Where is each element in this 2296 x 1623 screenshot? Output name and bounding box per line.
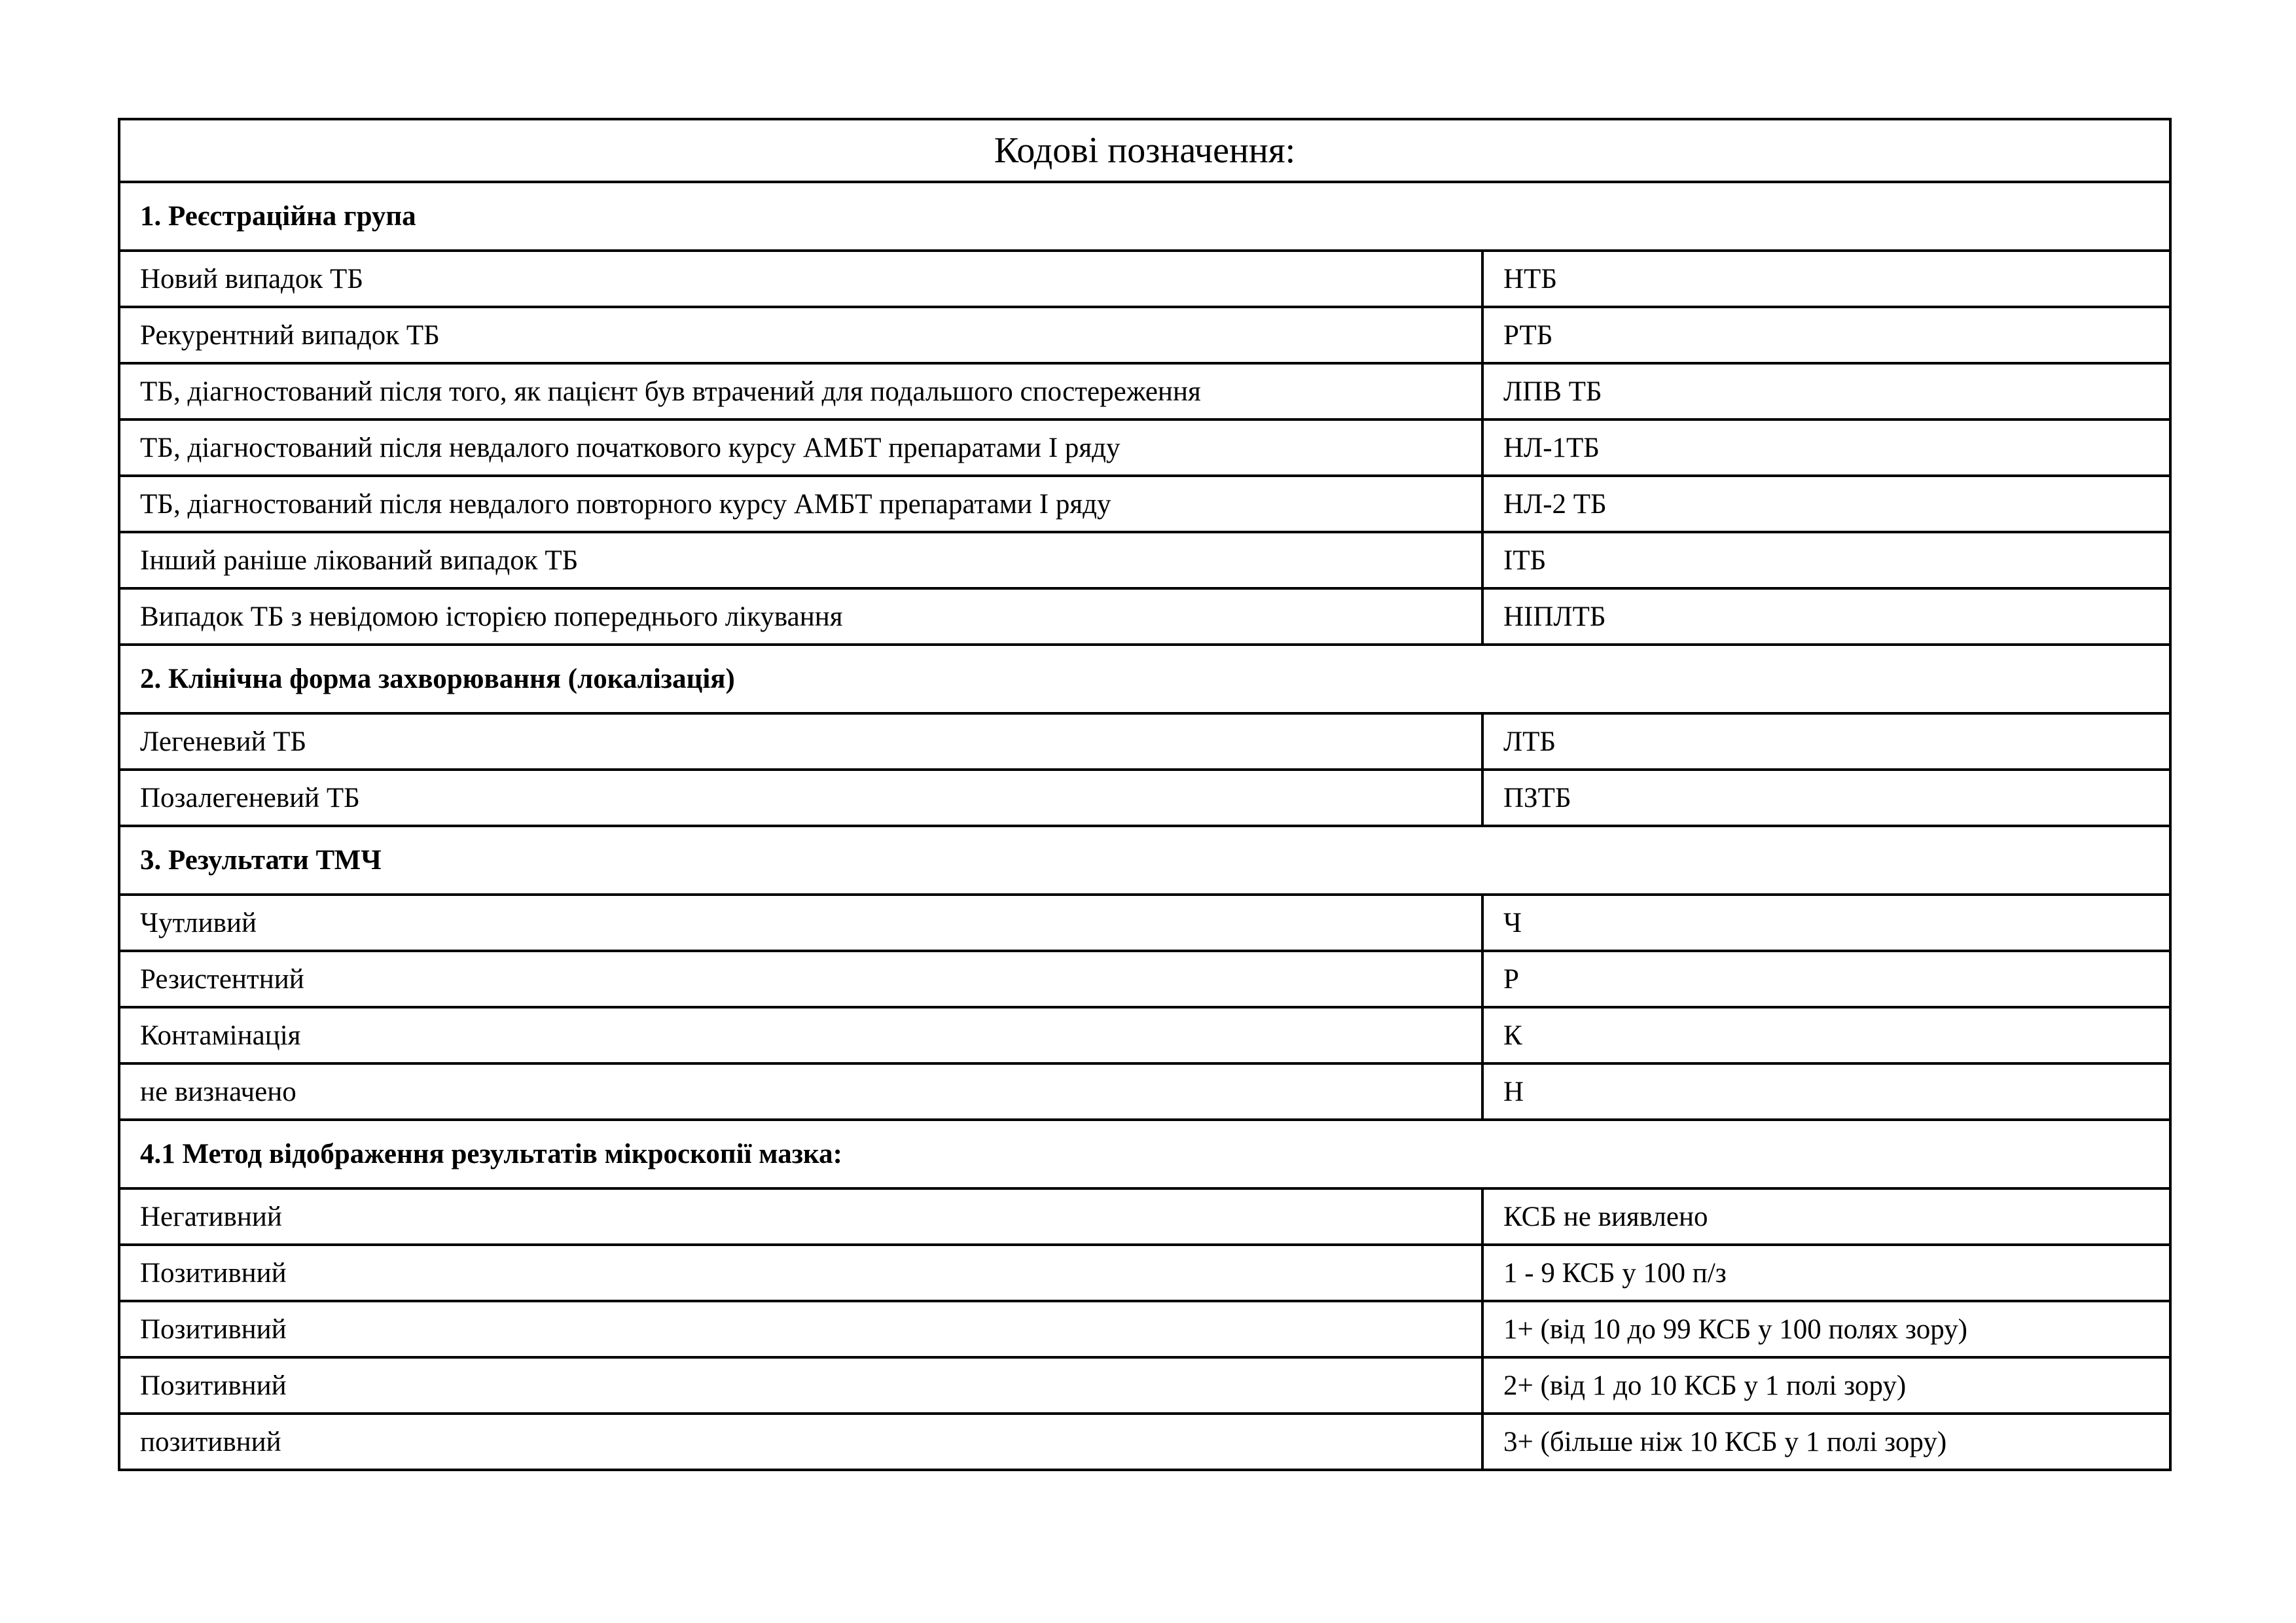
table-row	[119, 770, 2170, 826]
row-code: Н	[1482, 1063, 2170, 1120]
row-code: КСБ не виявлено	[1482, 1188, 2170, 1245]
row-code: Р	[1482, 951, 2170, 1007]
row-label: позитивний	[119, 1414, 1482, 1470]
row-code: ПЗТБ	[1482, 770, 2170, 826]
row-label: Позитивний	[119, 1245, 1482, 1301]
row-label: Позитивний	[119, 1357, 1482, 1414]
section-heading-row	[119, 826, 2170, 895]
table-row	[119, 419, 2170, 476]
section-heading-dst-results: 3. Результати ТМЧ	[119, 826, 2170, 895]
row-code: ЛПВ ТБ	[1482, 363, 2170, 419]
section-heading-clinical-form: 2. Клінічна форма захворювання (локалізація)	[119, 645, 2170, 713]
table-row	[119, 251, 2170, 307]
row-label: Резистентний	[119, 951, 1482, 1007]
row-code: НІПЛТБ	[1482, 588, 2170, 645]
table-title-row	[119, 119, 2170, 182]
row-label: не визначено	[119, 1063, 1482, 1120]
row-label: Новий випадок ТБ	[119, 251, 1482, 307]
row-code: РТБ	[1482, 307, 2170, 363]
row-code: 2+ (від 1 до 10 КСБ у 1 полі зору)	[1482, 1357, 2170, 1414]
row-code: ІТБ	[1482, 532, 2170, 588]
section-heading-row	[119, 182, 2170, 251]
table-row	[119, 476, 2170, 532]
row-code: НЛ-1ТБ	[1482, 419, 2170, 476]
table-row	[119, 588, 2170, 645]
table-row	[119, 1188, 2170, 1245]
row-label: Випадок ТБ з невідомою історією попереднього лікування	[119, 588, 1482, 645]
table-row	[119, 1063, 2170, 1120]
row-label: Легеневий ТБ	[119, 713, 1482, 770]
table-row	[119, 307, 2170, 363]
row-label: Рекурентний випадок ТБ	[119, 307, 1482, 363]
table-row	[119, 1357, 2170, 1414]
row-label: ТБ, діагностований після того, як пацієнт був втрачений для подальшого спостереження	[119, 363, 1482, 419]
section-heading-smear-microscopy: 4.1 Метод відображення результатів мікроскопії мазка:	[119, 1120, 2170, 1188]
table-row	[119, 713, 2170, 770]
codes-table	[118, 118, 2172, 1471]
row-code: 1+ (від 10 до 99 КСБ у 100 полях зору)	[1482, 1301, 2170, 1357]
row-label: Негативний	[119, 1188, 1482, 1245]
row-label: ТБ, діагностований після невдалого повторного курсу АМБТ препаратами I ряду	[119, 476, 1482, 532]
table-row	[119, 1414, 2170, 1470]
table-row	[119, 1007, 2170, 1063]
section-heading-row	[119, 1120, 2170, 1188]
row-label: Позитивний	[119, 1301, 1482, 1357]
row-label: Позалегеневий ТБ	[119, 770, 1482, 826]
table-row	[119, 895, 2170, 951]
row-label: Інший раніше лікований випадок ТБ	[119, 532, 1482, 588]
row-code: ЛТБ	[1482, 713, 2170, 770]
row-code: НЛ-2 ТБ	[1482, 476, 2170, 532]
row-code: НТБ	[1482, 251, 2170, 307]
row-code: К	[1482, 1007, 2170, 1063]
codes-table-body	[119, 119, 2170, 1470]
row-code: 1 - 9 КСБ у 100 п/з	[1482, 1245, 2170, 1301]
row-label: Контамінація	[119, 1007, 1482, 1063]
row-label: Чутливий	[119, 895, 1482, 951]
table-row	[119, 532, 2170, 588]
row-label: ТБ, діагностований після невдалого початкового курсу АМБТ препаратами I ряду	[119, 419, 1482, 476]
row-code: 3+ (більше ніж 10 КСБ у 1 полі зору)	[1482, 1414, 2170, 1470]
row-code: Ч	[1482, 895, 2170, 951]
section-heading-row	[119, 645, 2170, 713]
table-row	[119, 951, 2170, 1007]
table-row	[119, 363, 2170, 419]
table-row	[119, 1301, 2170, 1357]
section-heading-registration-group: 1. Реєстраційна група	[119, 182, 2170, 251]
table-row	[119, 1245, 2170, 1301]
table-title: Кодові позначення:	[119, 119, 2170, 182]
